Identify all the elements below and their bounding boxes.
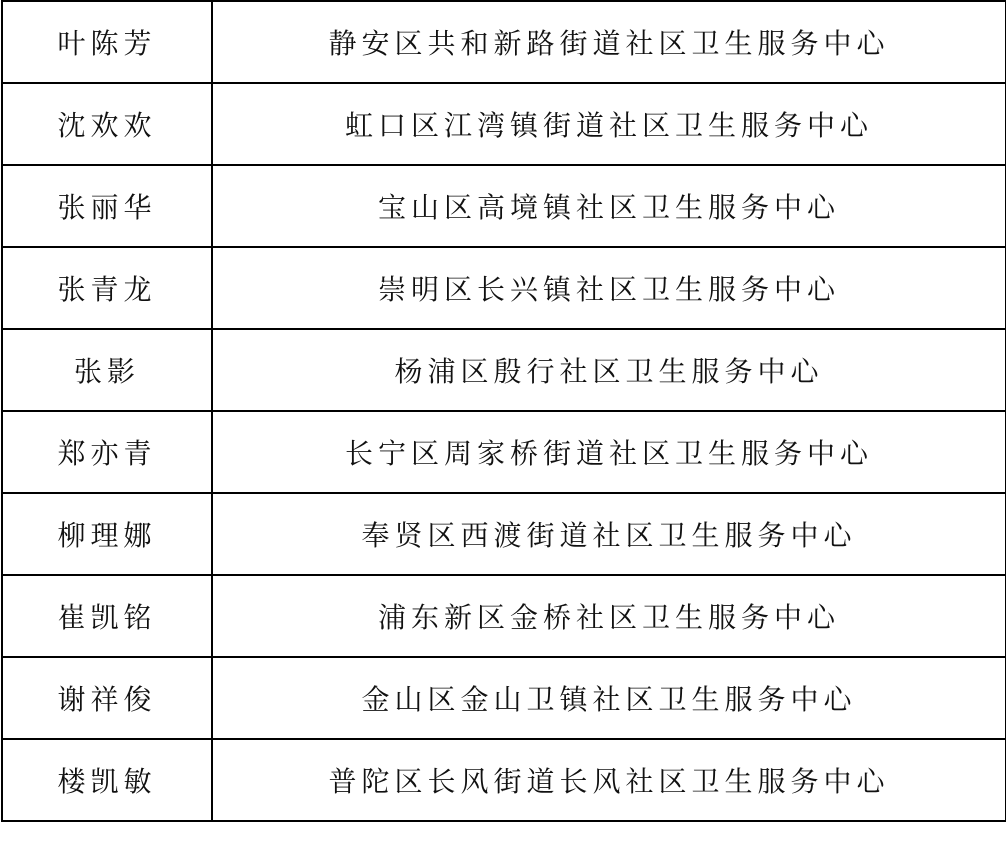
table-row [2, 739, 1006, 821]
table-row [2, 1, 1006, 83]
service-center-cell: 奉贤区西渡街道社区卫生服务中心 [212, 493, 1006, 575]
service-center-cell: 普陀区长风街道长风社区卫生服务中心 [212, 739, 1006, 821]
table-row [2, 83, 1006, 165]
person-name-cell: 张青龙 [2, 247, 212, 329]
staff-table [1, 0, 1006, 822]
table-row [2, 411, 1006, 493]
table-row [2, 657, 1006, 739]
person-name-cell: 柳理娜 [2, 493, 212, 575]
person-name-cell: 沈欢欢 [2, 83, 212, 165]
service-center-cell: 杨浦区殷行社区卫生服务中心 [212, 329, 1006, 411]
service-center-cell: 宝山区高境镇社区卫生服务中心 [212, 165, 1006, 247]
table-row [2, 493, 1006, 575]
table-row [2, 247, 1006, 329]
table-row [2, 575, 1006, 657]
person-name-cell: 张影 [2, 329, 212, 411]
service-center-cell: 静安区共和新路街道社区卫生服务中心 [212, 1, 1006, 83]
person-name-cell: 谢祥俊 [2, 657, 212, 739]
person-name-cell: 郑亦青 [2, 411, 212, 493]
table-row [2, 165, 1006, 247]
service-center-cell: 虹口区江湾镇街道社区卫生服务中心 [212, 83, 1006, 165]
service-center-cell: 浦东新区金桥社区卫生服务中心 [212, 575, 1006, 657]
person-name-cell: 楼凯敏 [2, 739, 212, 821]
service-center-cell: 长宁区周家桥街道社区卫生服务中心 [212, 411, 1006, 493]
person-name-cell: 张丽华 [2, 165, 212, 247]
person-name-cell: 叶陈芳 [2, 1, 212, 83]
person-name-cell: 崔凯铭 [2, 575, 212, 657]
table-row [2, 329, 1006, 411]
service-center-cell: 金山区金山卫镇社区卫生服务中心 [212, 657, 1006, 739]
service-center-cell: 崇明区长兴镇社区卫生服务中心 [212, 247, 1006, 329]
